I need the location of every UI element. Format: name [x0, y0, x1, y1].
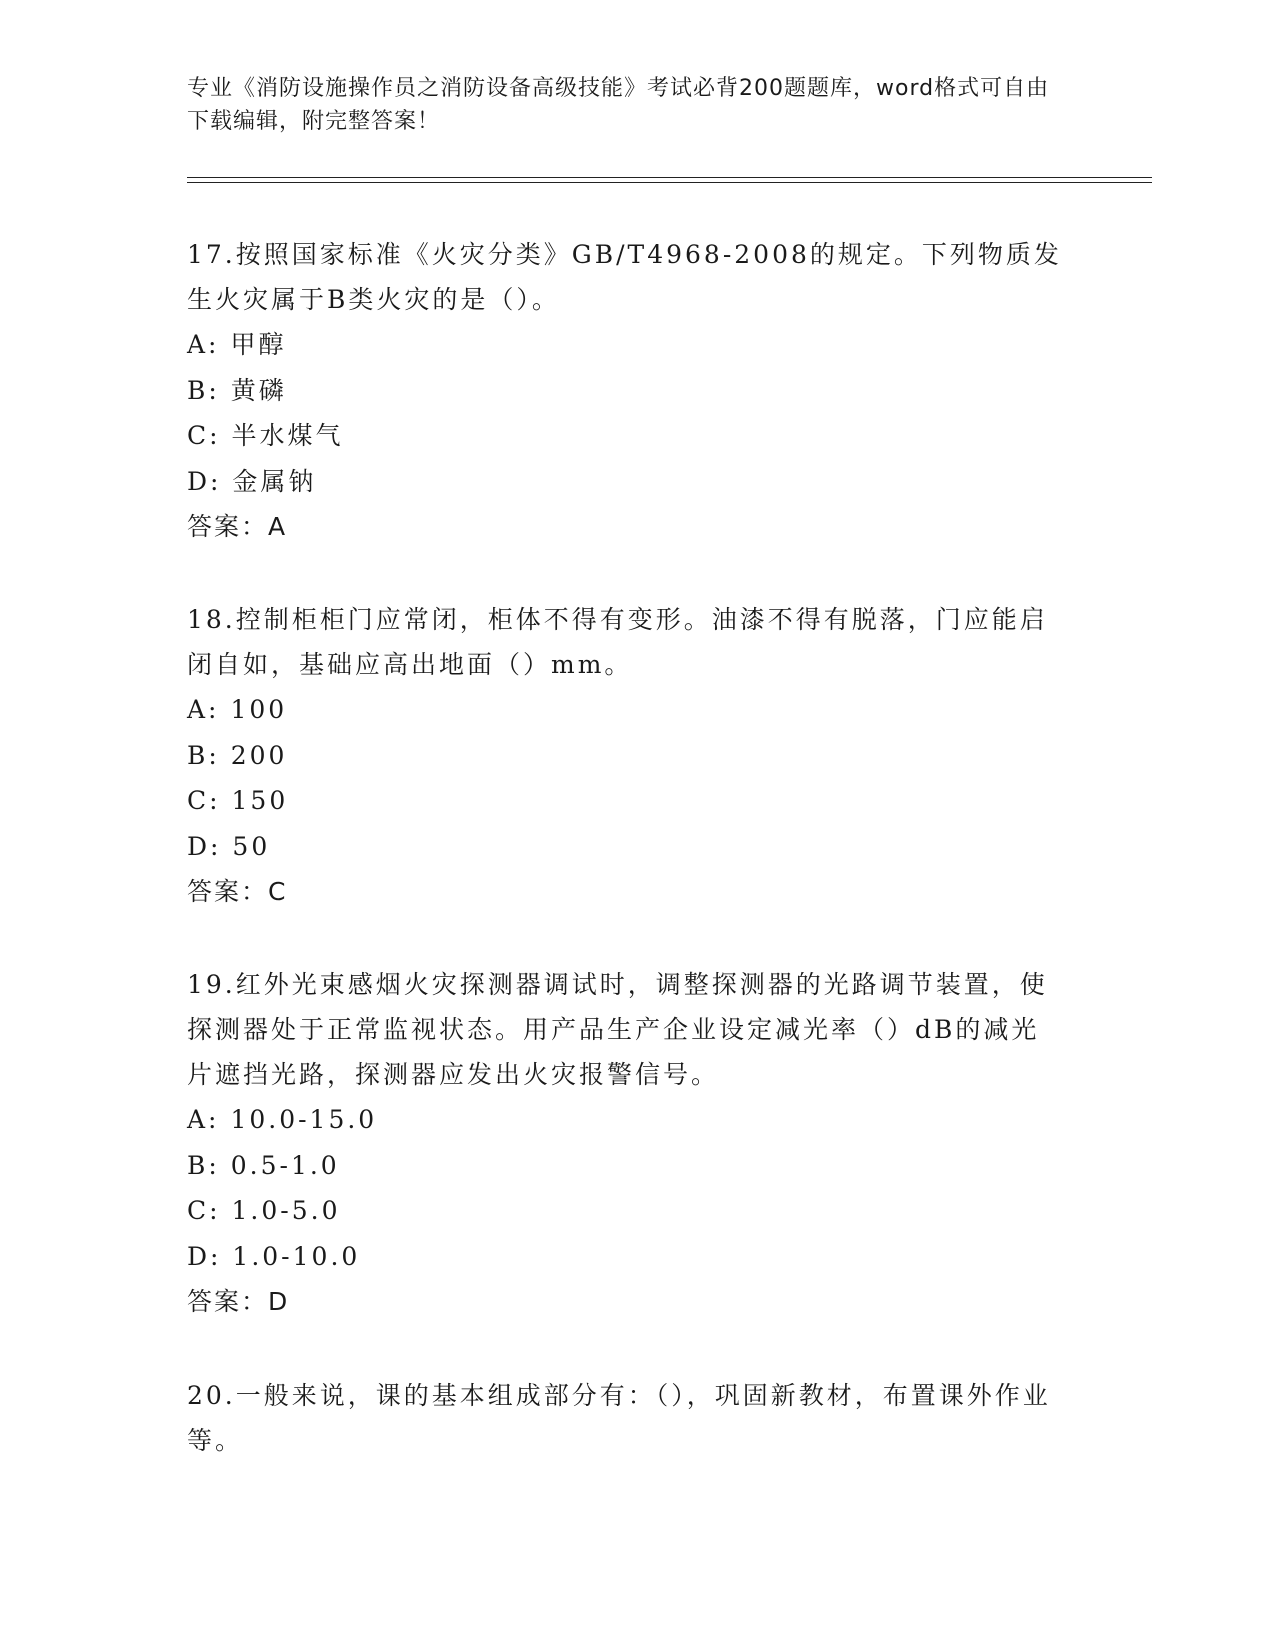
- option-c: [187, 1188, 1067, 1234]
- option-d: [187, 1234, 1067, 1280]
- option-d: [187, 824, 1067, 870]
- option-c: [187, 778, 1067, 824]
- option-label: B:: [187, 740, 220, 770]
- option-text: 100: [230, 695, 288, 724]
- option-d: [187, 459, 1067, 505]
- option-text: 半水煤气: [231, 421, 344, 450]
- header-divider-bottom: [187, 182, 1152, 183]
- question-17: [187, 232, 1067, 549]
- header-divider-top: [187, 177, 1152, 178]
- option-b: [187, 368, 1067, 414]
- option-text: 50: [232, 831, 271, 861]
- option-text: 200: [230, 740, 288, 770]
- option-label: B:: [187, 1150, 220, 1180]
- question-text: 19.红外光束感烟火灾探测器调试时，调整探测器的光路调节装置，使探测器处于正常监视状态。用产品生产企业设定减光率（）dB的减光片遮挡光路，探测器应发出火灾报警信号。: [187, 970, 1048, 1089]
- option-text: 1.0-10.0: [232, 1241, 361, 1271]
- option-label: C:: [187, 786, 221, 815]
- option-text: 150: [231, 786, 289, 815]
- answer-line: 答案：A: [187, 512, 288, 541]
- option-label: D:: [187, 831, 222, 861]
- question-20: [187, 1373, 1067, 1463]
- question-text: 17.按照国家标准《火灾分类》GB/T4968-2008的规定。下列物质发生火灾属于B类火灾的是（）。: [187, 240, 1062, 314]
- question-19: [187, 962, 1067, 1324]
- option-b: [187, 733, 1067, 779]
- option-text: 1.0-5.0: [231, 1196, 341, 1225]
- option-text: 黄磷: [230, 375, 287, 405]
- option-label: D:: [187, 466, 222, 496]
- answer-line: 答案：D: [187, 1287, 290, 1316]
- option-a: [187, 322, 1067, 368]
- document-header: 专业《消防设施操作员之消防设备高级技能》考试必背200题题库，word格式可自由下载编辑，附完整答案！: [187, 76, 1050, 134]
- question-text: 18.控制柜柜门应常闭，柜体不得有变形。油漆不得有脱落，门应能启闭自如，基础应高出地面（）mm。: [187, 605, 1048, 679]
- answer-line: 答案：C: [187, 877, 288, 906]
- option-label: A:: [187, 1105, 220, 1134]
- option-label: A:: [187, 695, 220, 724]
- option-text: 0.5-1.0: [230, 1150, 340, 1180]
- option-a: [187, 1097, 1067, 1143]
- option-b: [187, 1143, 1067, 1189]
- option-label: C:: [187, 1196, 221, 1225]
- question-text: 20.一般来说，课的基本组成部分有：（），巩固新教材，布置课外作业等。: [187, 1381, 1051, 1455]
- option-label: B:: [187, 375, 220, 405]
- question-18: [187, 597, 1067, 914]
- option-text: 金属钠: [232, 466, 317, 496]
- option-text: 甲醇: [230, 330, 287, 359]
- option-label: A:: [187, 330, 220, 359]
- option-label: D:: [187, 1241, 222, 1271]
- option-label: C:: [187, 421, 221, 450]
- option-c: [187, 413, 1067, 459]
- option-a: [187, 687, 1067, 733]
- option-text: 10.0-15.0: [230, 1105, 378, 1134]
